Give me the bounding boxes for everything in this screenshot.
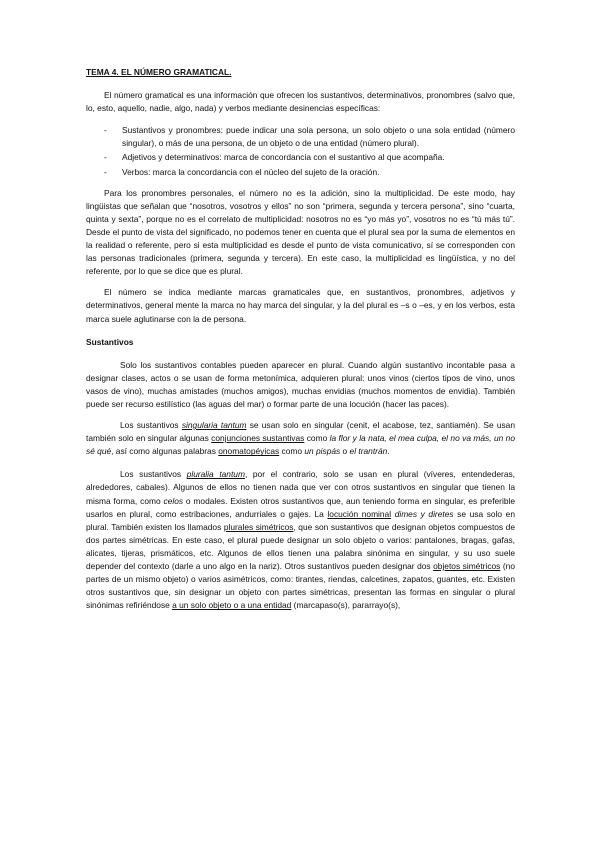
paragraph-singularia bbox=[86, 419, 515, 458]
text-run: , así como algunas palabras bbox=[111, 446, 219, 457]
list-item-text: Adjetivos y determinativos: marca de concordancia con el sustantivo al que acompaña. bbox=[122, 152, 445, 163]
intro-paragraph: El número gramatical es una información que ofrecen los sustantivos, determinativos, pronombres (salvo que, lo, esto, aquello, nadie, algo, nada) y verbos mediante desinencias específicas: bbox=[86, 90, 515, 114]
list-item bbox=[86, 151, 515, 164]
link-objetos-simetricos[interactable]: objetos simétricos bbox=[433, 561, 501, 571]
link-locucion-nominal[interactable]: locución nominal bbox=[327, 508, 392, 519]
list-item-text: Sustantivos y pronombres: puede indicar una sola persona, un solo objeto o una sola entidad (número singular), o más de una persona, de un objeto o de una entidad (número plural). bbox=[122, 125, 515, 149]
text-run: o bbox=[340, 446, 350, 457]
example-text: celos bbox=[163, 495, 184, 506]
text-run: o modales. Existen otros sustantivos que, aun teniendo forma en singular, es preferible usarlos en plural, como estribaciones, andurriales o gajes. La bbox=[86, 495, 516, 519]
dash-marker: - bbox=[104, 152, 107, 163]
text-run: (marcapaso(s), pararrayo(s), bbox=[291, 600, 401, 611]
text-run: (no partes de un mismo objeto) o varios asimétricos, como: tirantes, riendas, calcetines, zapatos, guantes, etc. Existen otros sustantivos que, sin designar un objeto con partes simétricas, presentan las formas en singular o plural sinónimas refiriéndose bbox=[86, 561, 515, 611]
link-plurales-simetricos[interactable]: plurales simétricos bbox=[223, 521, 294, 532]
document-title: TEMA 4. EL NÚMERO GRAMATICAL. bbox=[86, 67, 232, 77]
text-run: Los sustantivos bbox=[120, 469, 187, 480]
link-un-solo-objeto[interactable]: a un solo objeto o a una entidad bbox=[172, 600, 292, 611]
example-text: el trantrán bbox=[349, 446, 388, 457]
text-run: se usan solo en singular (cenit, el acabose, tez, santiamén). Se usan también solo en singular algunas bbox=[86, 420, 515, 444]
paragraph-pronombres: Para los pronombres personales, el número no es la adición, sino la multiplicidad. De este modo, hay lingüistas que señalan que “nosotros, vosotros y ellos” no son “primera, segunda y tercera persona”, sino “cuarta, quinta y sexta”, porque no es el correlato de multiplicidad: nosotros no es “yo más yo”, vosotros no es “tú más tú”. Desde el punto de vista del significado, no podemos tener en cuenta que el plural sea por la suma de elementos en la realidad o referente, pero si esta multiplicidad es desde el punto de vista comunicativo, sí se corresponden con las personas tradicionales (primera, segunda y tercera). En este caso, la multiplicidad es lingüística, y no del referente, por lo que se dice que es plural. bbox=[86, 187, 515, 277]
bullet-list bbox=[86, 124, 515, 178]
paragraph-marcas: El número se indica mediante marcas gramaticales que, en sustantivos, pronombres, adjetivos y determinativos, general mente la marca no hay marca del singular, y la del plural es –s o –es, y en los verbos, esta marca suele aglutinarse con la de persona. bbox=[86, 287, 515, 324]
paragraph-pluralia bbox=[86, 468, 515, 612]
dash-marker: - bbox=[104, 125, 107, 136]
list-item-text: Verbos: marca la concordancia con el núcleo del sujeto de la oración. bbox=[122, 166, 380, 177]
dash-marker: - bbox=[104, 166, 107, 177]
example-text: un pispás bbox=[304, 446, 341, 457]
list-item bbox=[86, 166, 515, 179]
link-conjunciones-sustantivas[interactable]: conjunciones sustantivas bbox=[211, 433, 305, 444]
term-pluralia-tantum: pluralia tantum bbox=[186, 469, 245, 480]
section-heading-sustantivos: Sustantivos bbox=[86, 336, 134, 347]
example-text: dimes y diretes bbox=[394, 508, 454, 519]
link-onomatopeyicas[interactable]: onomatopéyicas bbox=[218, 446, 280, 457]
text-run: , que son sustantivos que designan objetos compuestos de dos partes simétricas. En este caso, el plural puede designar un solo objeto o varios: pantalones, bragas, gafas, alicates, tijeras, prismáticos, etc. Algunos de ellos tienen una palabra sinónima en singular, y su uso suele depender del contexto (darle a uno algo en la nariz). Otros sustantivos pueden designar dos bbox=[86, 521, 515, 571]
text-run: . bbox=[387, 446, 390, 457]
example-text: la flor y la nata, el mea culpa, el no va más, un no sé qué bbox=[86, 433, 515, 457]
text-run: , por el contrario, solo se usan en plural (víveres, entendederas, alrededores, cabales). Algunos de ellos no tienen nada que ver con otros sustantivos en singular que tienen la misma forma, como bbox=[86, 469, 515, 506]
text-run: como bbox=[304, 433, 330, 444]
text-run: como bbox=[279, 446, 305, 457]
paragraph-contables: Solo los sustantivos contables pueden aparecer en plural. Cuando algún sustantivo incontable pasa a designar clases, actos o se usan de forma metonímica, adquieren plural: unos vinos (ciertos tipos de vino, unos vasos de vino), muchas amistades (muchos amigos), muchas envidias (muchos momentos de envidia). También puede ser recurso estilístico (las aguas del mar) o formar parte de una locución (hacer las paces). bbox=[86, 359, 515, 409]
term-singularia-tantum: singularia tantum bbox=[181, 420, 247, 431]
text-run: Los sustantivos bbox=[120, 420, 182, 431]
list-item bbox=[86, 124, 515, 150]
text-run: se usa solo en plural. También existen los llamados bbox=[86, 508, 515, 532]
